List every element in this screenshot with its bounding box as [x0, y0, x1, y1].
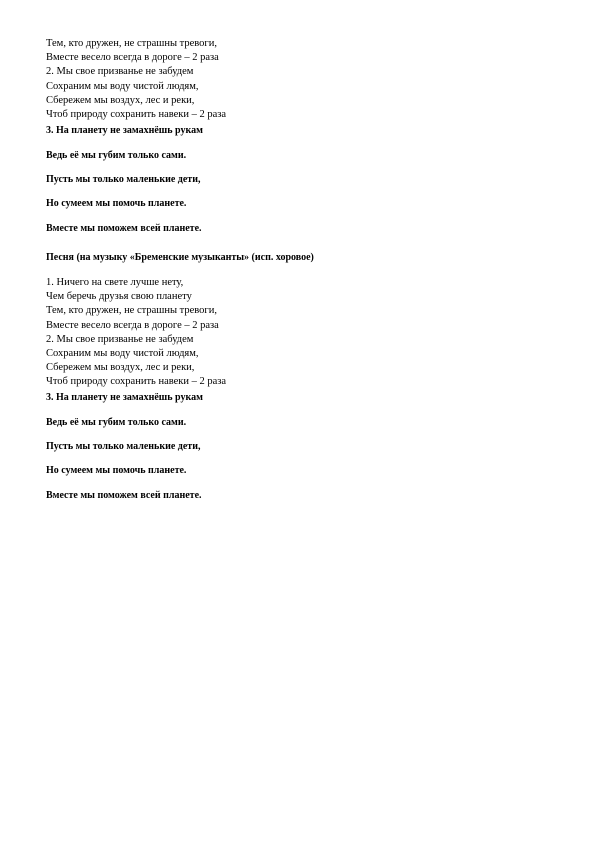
verse-line: Вместе весело всегда в дороге – 2 раза — [46, 52, 219, 64]
verse-line: Вместе весело всегда в дороге – 2 раза — [46, 319, 219, 331]
verse-line: Сохраним мы воду чистой людям, — [46, 80, 199, 92]
verse-line: 2. Мы свое призванье не забудем — [46, 333, 194, 345]
verse-line: Тем, кто дружен, не страшны тревоги, — [46, 305, 217, 317]
bold-verse-line: Пусть мы только маленькие дети, — [46, 441, 201, 452]
bold-verse-line: Вместе мы поможем всей планете. — [46, 223, 202, 234]
verse-line: Сохраним мы воду чистой людям, — [46, 348, 199, 360]
bold-verse-line: Но сумеем мы помочь планете. — [46, 198, 187, 209]
bold-verse-line: Ведь её мы губим только сами. — [46, 150, 187, 161]
bold-verse-line: 3. На планету не замахнёшь рукам — [46, 392, 203, 403]
verse-line: Сбережем мы воздух, лес и реки, — [46, 94, 195, 106]
bold-verse-line: Пусть мы только маленькие дети, — [46, 174, 201, 185]
verse-line: Чтоб природу сохранить навеки – 2 раза — [46, 376, 227, 388]
verse-block-1 — [46, 37, 566, 122]
song-title: Песня (на музыку «Бременские музыканты» (исп. хоровое) — [46, 252, 314, 263]
verse-line: Тем, кто дружен, не страшны тревоги, — [46, 38, 217, 49]
verse-line: Чем беречь друзья свою планету — [46, 291, 192, 303]
bold-verse-line: 3. На планету не замахнёшь рукам — [46, 125, 203, 136]
verse-line: 1. Ничего на свете лучше нету, — [46, 277, 184, 288]
bold-verse-line: Вместе мы поможем всей планете. — [46, 490, 202, 501]
verse-line: 2. Мы свое призванье не забудем — [46, 66, 194, 78]
bold-verse-line: Но сумеем мы помочь планете. — [46, 465, 187, 476]
verse-line: Чтоб природу сохранить навеки – 2 раза — [46, 109, 227, 121]
bold-verse-line: Ведь её мы губим только сами. — [46, 417, 187, 428]
verse-line: Сбережем мы воздух, лес и реки, — [46, 362, 195, 374]
verse-block-2 — [46, 276, 566, 390]
